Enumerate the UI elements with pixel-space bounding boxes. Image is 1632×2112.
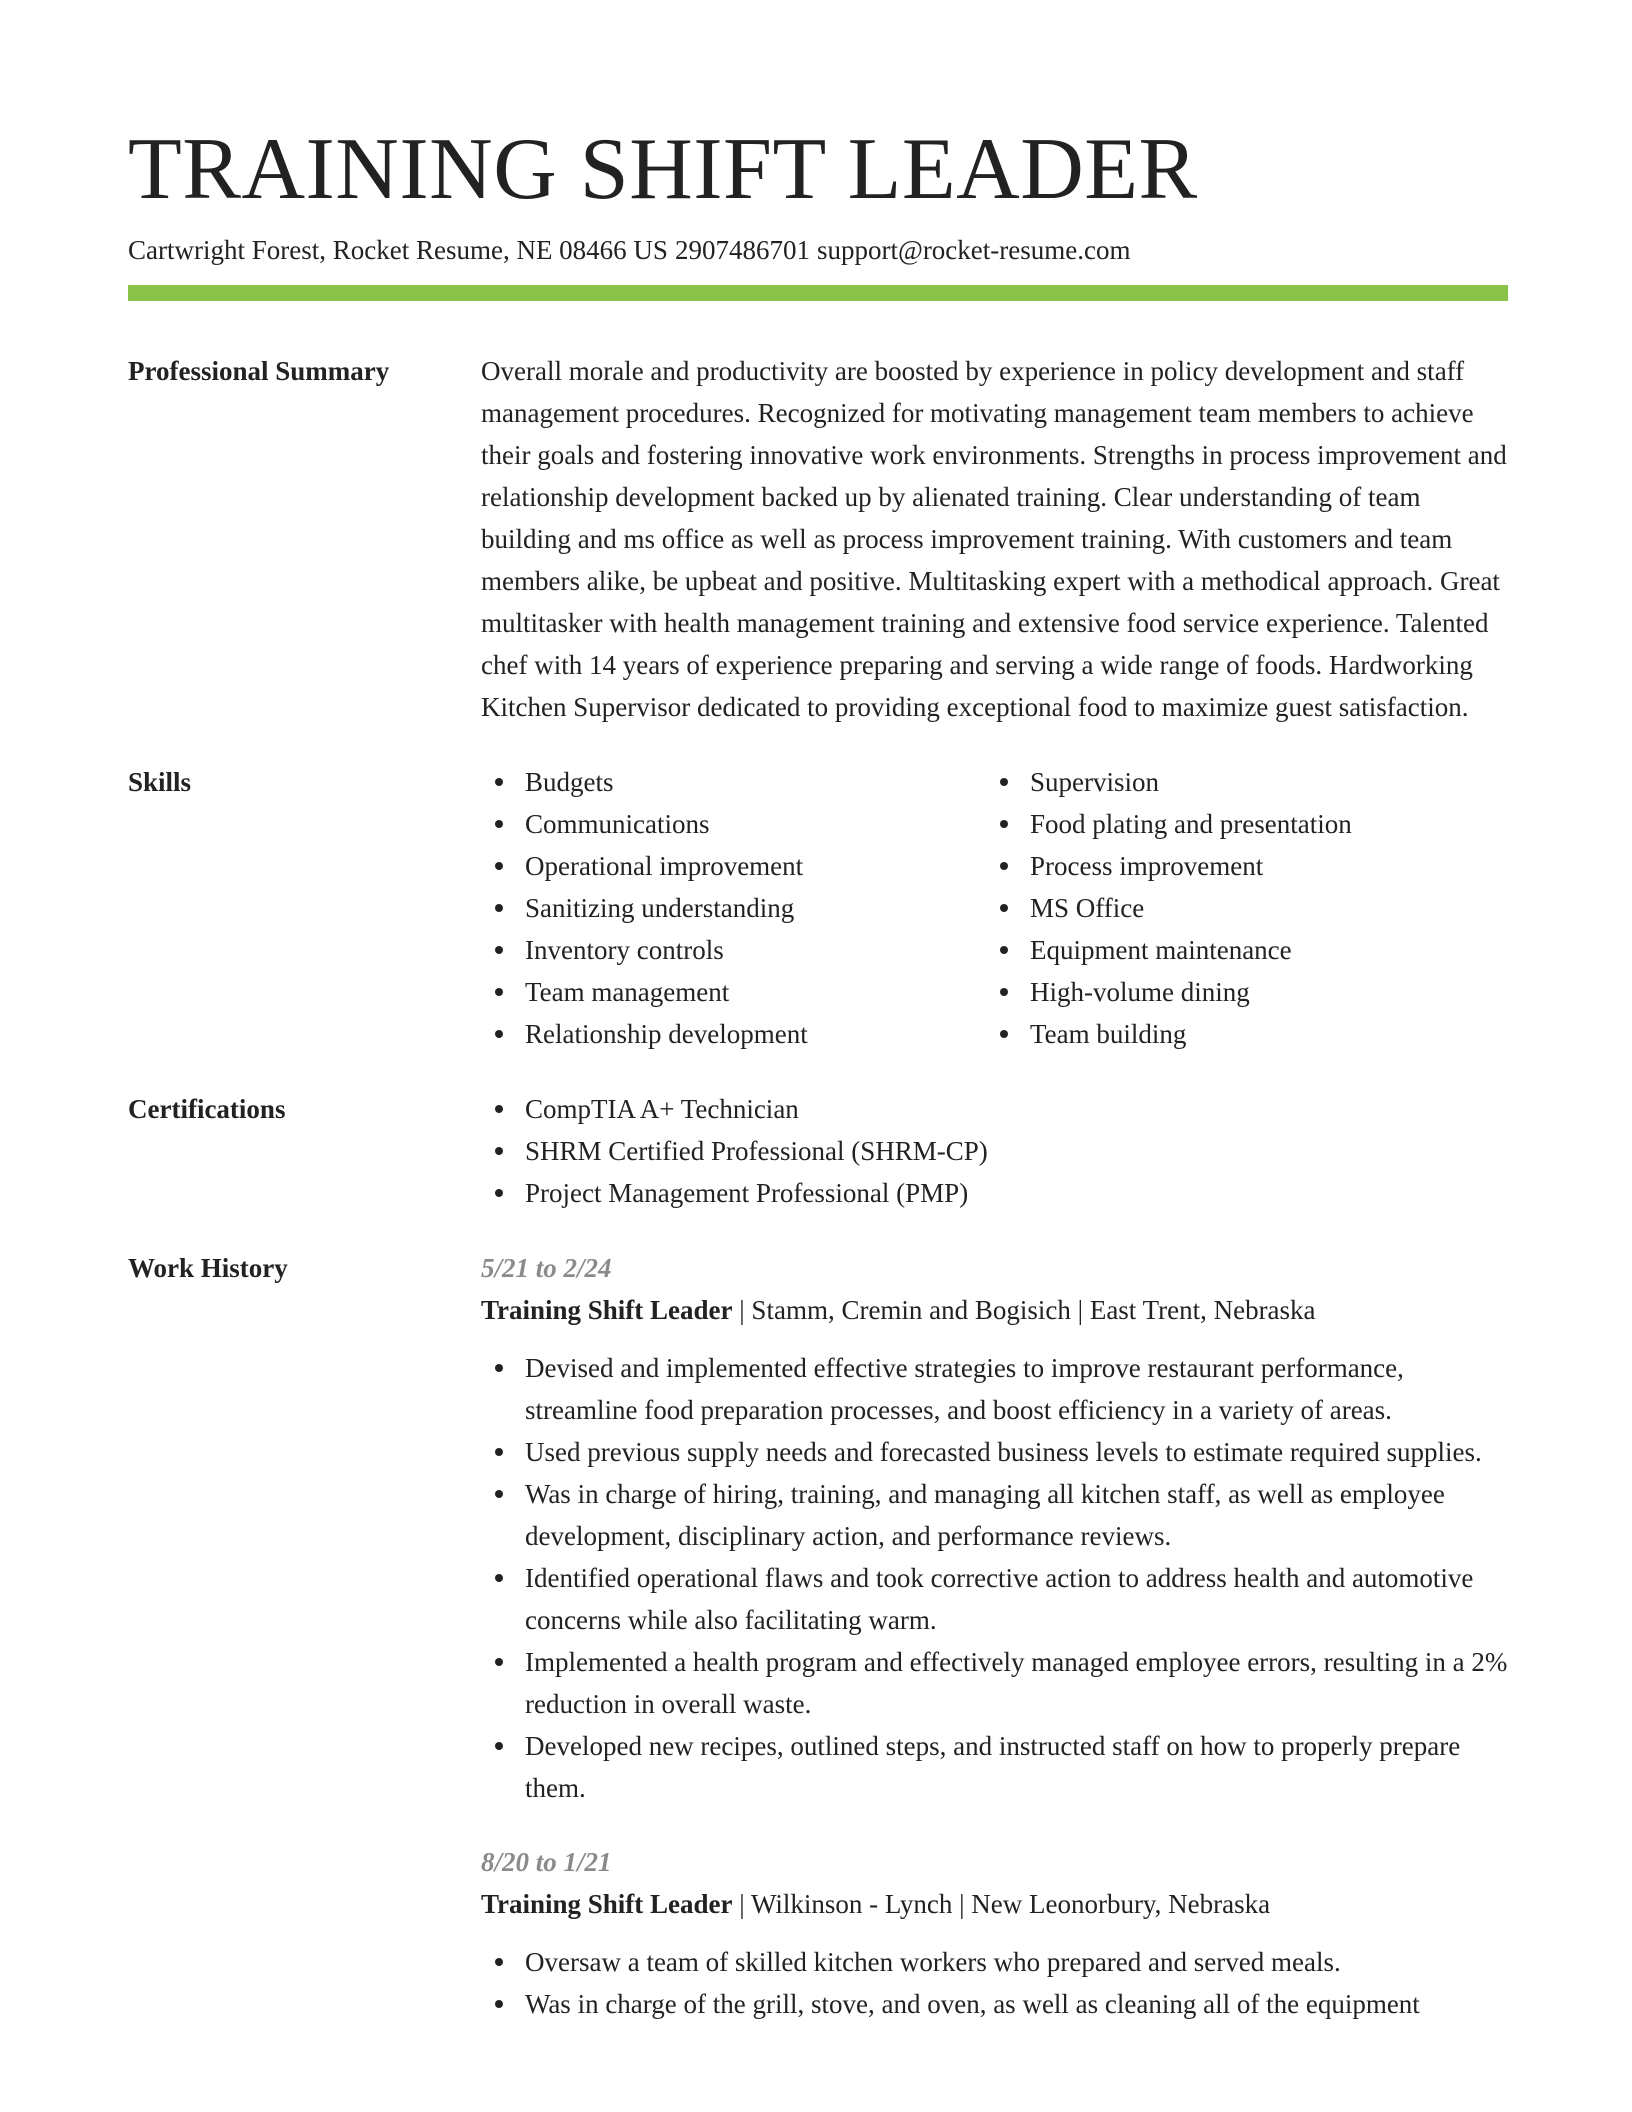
skill-item: MS Office — [986, 887, 1491, 929]
job-title: Training Shift Leader — [481, 1295, 733, 1325]
skill-item: Team building — [986, 1013, 1491, 1055]
skill-item: Process improvement — [986, 845, 1491, 887]
contact-address: Cartwright Forest, Rocket Resume, NE 08466 US — [128, 235, 668, 265]
work-history-section — [128, 1247, 1508, 2025]
job-details: | Wilkinson - Lynch | New Leonorbury, Nebraska — [732, 1889, 1271, 1919]
job-bullets — [481, 1941, 1508, 2025]
contact-email: support@rocket-resume.com — [816, 235, 1131, 265]
job-title: Training Shift Leader — [481, 1889, 733, 1919]
job-details: | Stamm, Cremin and Bogisich | East Trent, Nebraska — [732, 1295, 1316, 1325]
skill-item: Inventory controls — [481, 929, 986, 971]
section-body — [481, 1247, 1508, 2025]
job-bullet: Was in charge of hiring, training, and managing all kitchen staff, as well as employee development, disciplinary action, and performance reviews. — [481, 1473, 1508, 1557]
job-entry — [481, 1247, 1508, 1809]
skills-columns — [481, 761, 1508, 1055]
section-title: Certifications — [128, 1094, 286, 1124]
job-bullet: Identified operational flaws and took corrective action to address health and automotive concerns while also facilitating warm. — [481, 1557, 1508, 1641]
skill-item: Food plating and presentation — [986, 803, 1491, 845]
resume-name: TRAINING SHIFT LEADER — [128, 121, 1198, 218]
skill-item: Budgets — [481, 761, 986, 803]
job-bullet: Implemented a health program and effectively managed employee errors, resulting in a 2% reduction in overall waste. — [481, 1641, 1508, 1725]
resume-page — [128, 120, 1508, 2025]
skill-item: Equipment maintenance — [986, 929, 1491, 971]
skill-item: Supervision — [986, 761, 1491, 803]
job-bullets — [481, 1347, 1508, 1809]
certification-item: CompTIA A+ Technician — [481, 1088, 1508, 1130]
certification-item: Project Management Professional (PMP) — [481, 1172, 1508, 1214]
job-bullet: Oversaw a team of skilled kitchen workers who prepared and served meals. — [481, 1941, 1508, 1983]
contact-phone: 2907486701 — [674, 235, 810, 265]
professional-summary-section — [128, 350, 1508, 728]
certifications-section — [128, 1088, 1508, 1214]
summary-text: Overall morale and productivity are boosted by experience in policy development and staff management procedures. Recognized for motivating management team members to achieve their goals and fostering innovative work environments. Strengths in process improvement and relationship development backed up by alienated training. Clear understanding of team building and ms office as well as process improvement training. With customers and team members alike, be upbeat and positive. Multitasking expert with a methodical approach. Great multitasker with health management training and extensive food service experience. Talented chef with 14 years of experience preparing and serving a wide range of foods. Hardworking Kitchen Supervisor dedicated to providing exceptional food to maximize guest satisfaction. — [481, 356, 1507, 722]
contact-line — [128, 232, 1508, 268]
job-bullet: Developed new recipes, outlined steps, and instructed staff on how to properly prepare them. — [481, 1725, 1508, 1809]
section-title: Skills — [128, 767, 192, 797]
section-body — [481, 350, 1508, 728]
job-entry — [481, 1841, 1508, 2025]
section-title: Professional Summary — [128, 356, 390, 386]
skills-section — [128, 761, 1508, 1055]
section-title: Work History — [128, 1253, 288, 1283]
header-divider — [128, 285, 1508, 301]
job-bullet: Devised and implemented effective strategies to improve restaurant performance, streamline food preparation processes, and boost efficiency in a variety of areas. — [481, 1347, 1508, 1431]
skill-item: Team management — [481, 971, 986, 1013]
job-header — [481, 1289, 1508, 1331]
certifications-list — [481, 1088, 1508, 1214]
skill-item: Relationship development — [481, 1013, 986, 1055]
job-dates: 8/20 to 1/21 — [481, 1847, 612, 1877]
skills-list-left — [481, 761, 986, 1055]
skills-list-right — [986, 761, 1491, 1055]
job-bullet: Used previous supply needs and forecasted business levels to estimate required supplies. — [481, 1431, 1508, 1473]
certification-item: SHRM Certified Professional (SHRM-CP) — [481, 1130, 1508, 1172]
job-header — [481, 1883, 1508, 1925]
skill-item: Operational improvement — [481, 845, 986, 887]
section-body — [481, 1088, 1508, 1214]
skill-item: High-volume dining — [986, 971, 1491, 1013]
skill-item: Sanitizing understanding — [481, 887, 986, 929]
skill-item: Communications — [481, 803, 986, 845]
job-dates: 5/21 to 2/24 — [481, 1253, 612, 1283]
job-bullet: Was in charge of the grill, stove, and oven, as well as cleaning all of the equipment — [481, 1983, 1508, 2025]
